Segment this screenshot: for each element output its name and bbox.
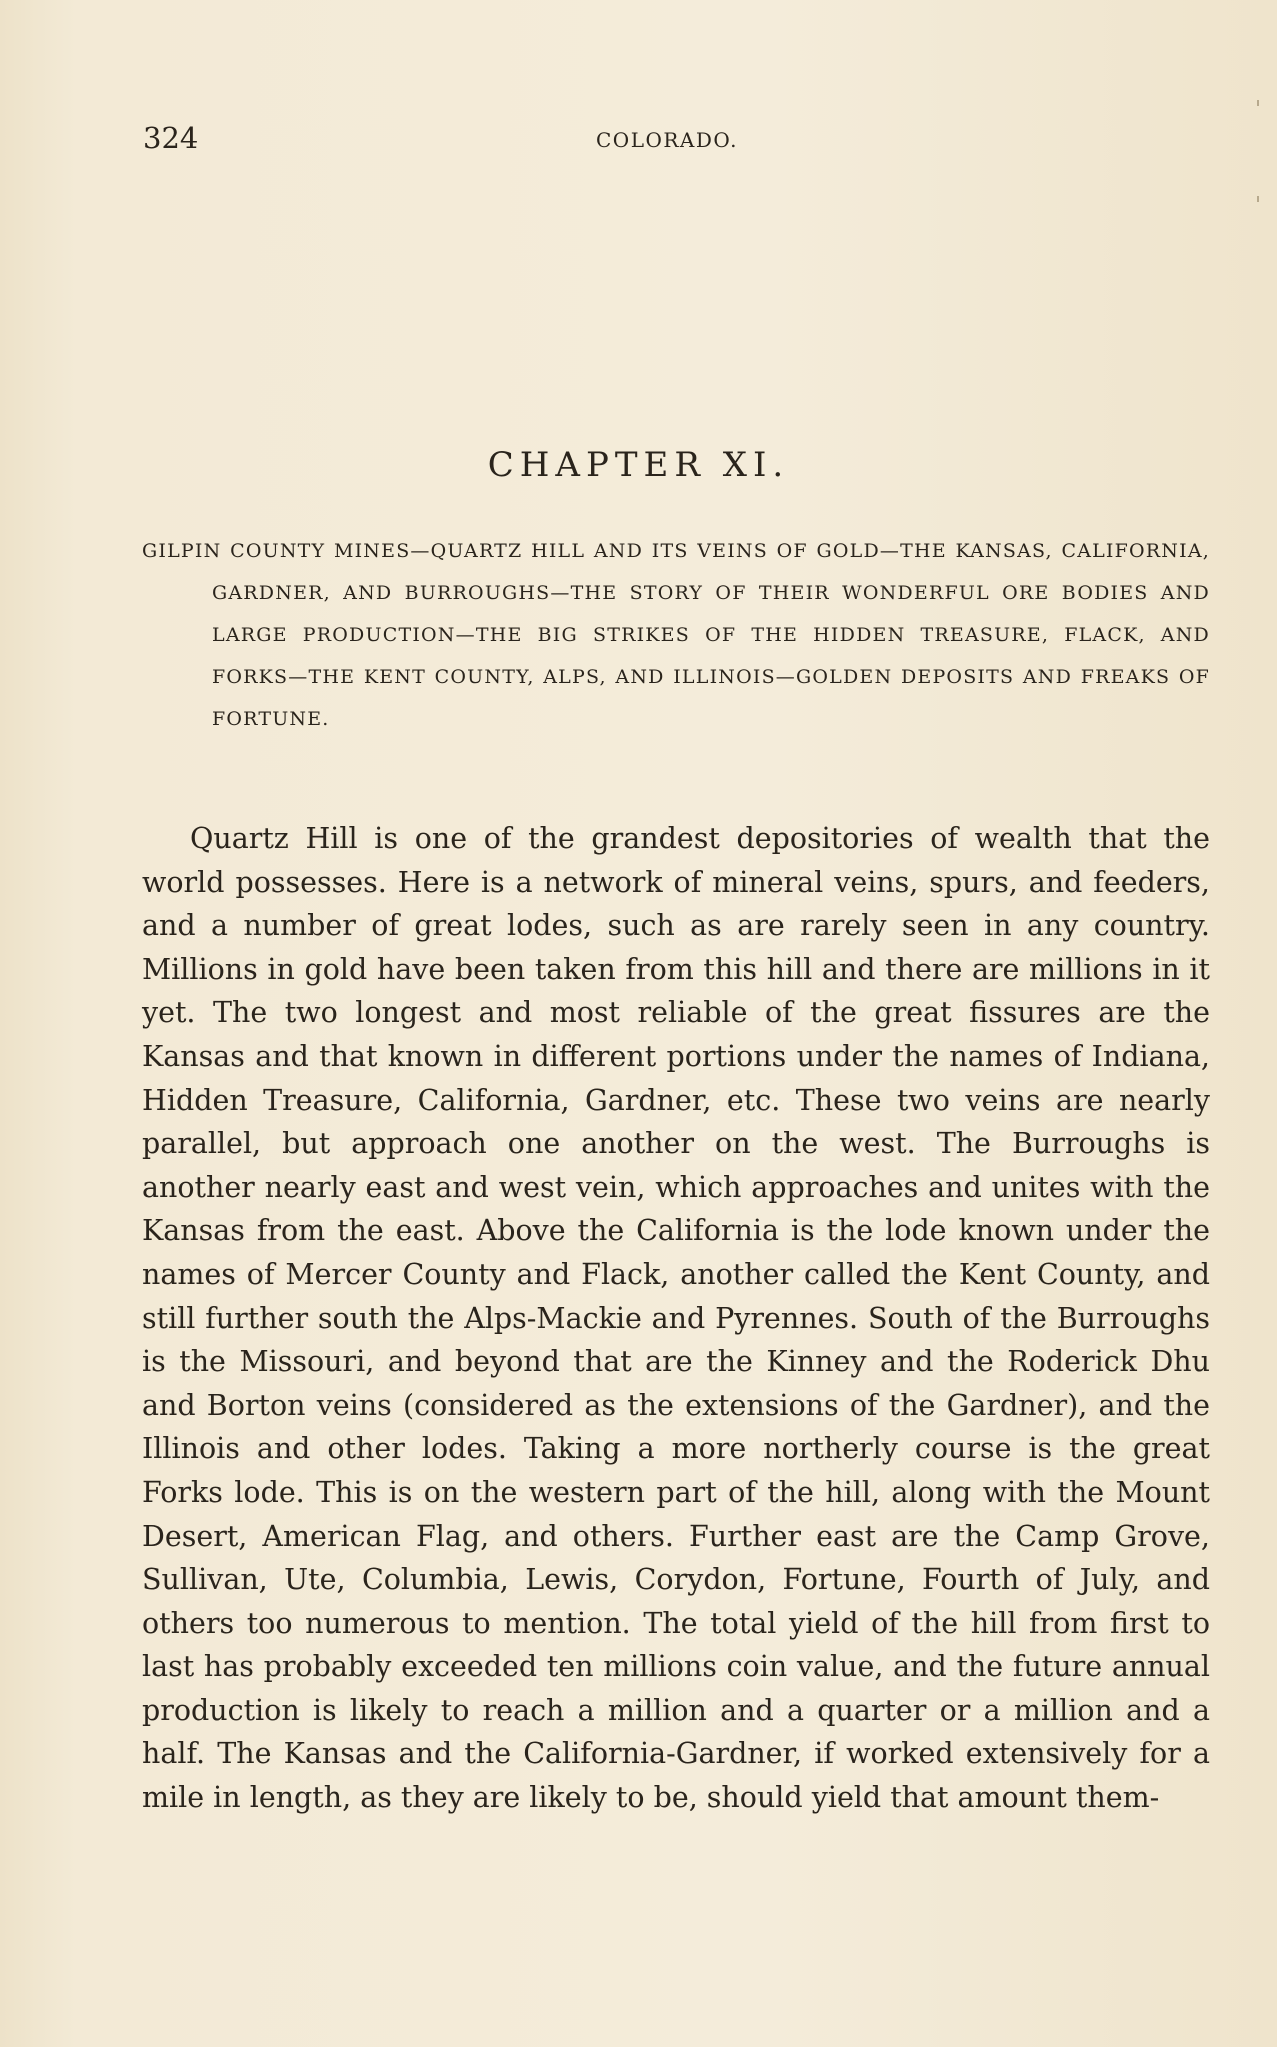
page-edge-mark	[1257, 100, 1259, 106]
body-paragraph: Quartz Hill is one of the grandest depositories of wealth that the world possesses. Here is a network of mineral veins, spurs, and feeders, and a number of great lodes, such as are rarely seen in any country. Millions in gold have been taken from this hill and there are millions in it yet. The two longest and most reliable of the great fissures are the Kansas and that known in different portions under the names of Indiana, Hidden Treasure, California, Gardner, etc. These two veins are nearly parallel, but approach one another on the west. The Burroughs is another nearly east and west vein, which approaches and unites with the Kansas from the east. Above the California is the lode known under the names of Mercer County and Flack, another called the Kent County, and still further south the Alps-Mackie and Pyrennes. South of the Burroughs is the Missouri, and beyond that are the Kinney and the Roderick Dhu and Borton veins (considered as the extensions of the Gardner), and the Illinois and other lodes. Taking a more northerly course is the great Forks lode. This is on the western part of the hill, along with the Mount Desert, American Flag, and others. Further east are the Camp Grove, Sullivan, Ute, Columbia, Lewis, Corydon, Fortune, Fourth of July, and others too numerous to mention. The total yield of the hill from first to last has probably exceeded ten millions coin value, and the future annual production is likely to reach a million and a quarter or a million and a half. The Kansas and the California-Gardner, if worked extensively for a mile in length, as they are likely to be, should yield that amount them-	[142, 822, 1210, 1815]
page-number: 324	[143, 121, 199, 155]
page-edge-mark	[1257, 196, 1259, 202]
chapter-summary-text: GILPIN COUNTY MINES—QUARTZ HILL AND ITS VEINS OF GOLD—THE KANSAS, CALIFORNIA, GARDNER, AND BURROUGHS—THE STORY OF THEIR WONDERFUL ORE BODIES AND LARGE PRODUCTION—THE BIG STRIKES OF THE HIDDEN TREASURE, FLACK, AND FORKS—THE KENT COUNTY, ALPS, AND ILLINOIS—GOLDEN DEPOSITS AND FREAKS OF FORTUNE.	[142, 540, 1210, 730]
chapter-summary	[142, 530, 1210, 740]
chapter-title: CHAPTER XI.	[487, 445, 790, 485]
running-title: COLORADO.	[596, 128, 738, 152]
